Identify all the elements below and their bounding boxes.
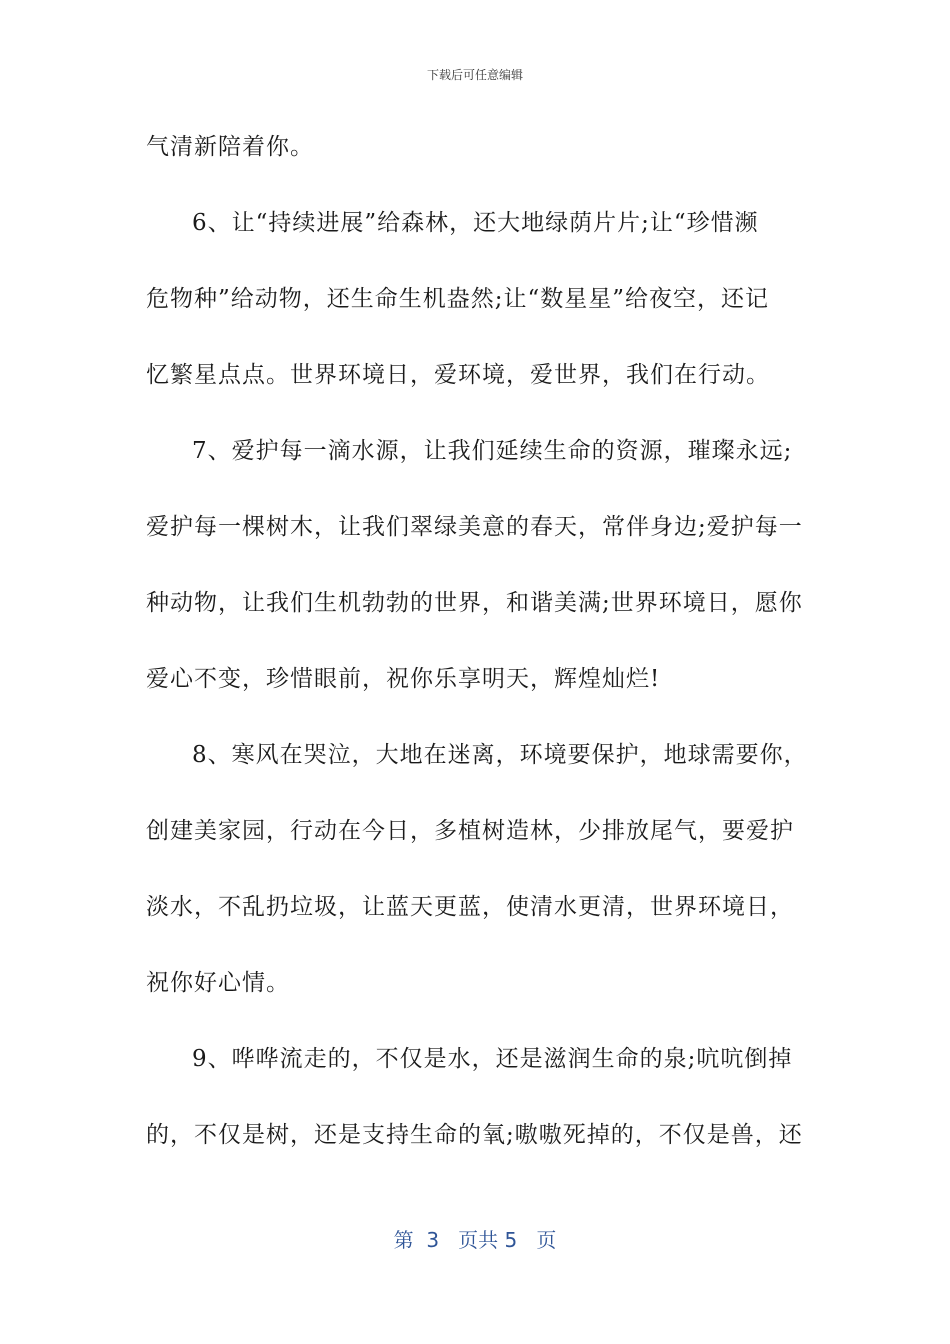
text-line: 爱护每一棵树木，让我们翠绿美意的春天，常伴身边;爱护每一 — [146, 514, 803, 540]
text-line: 种动物，让我们生机勃勃的世界，和谐美满;世界环境日，愿你 — [146, 590, 803, 616]
text-line: 祝你好心情。 — [146, 970, 290, 996]
text-line: 忆繁星点点。世界环境日，爱环境，爱世界，我们在行动。 — [146, 362, 770, 388]
text-line: 6、让“持续进展”给森林，还大地绿荫片片;让“珍惜濒 — [192, 210, 759, 236]
text-line: 9、哗哗流走的，不仅是水，还是滋润生命的泉;吭吭倒掉 — [192, 1046, 793, 1072]
text-line: 的，不仅是树，还是支持生命的氧;嗷嗷死掉的，不仅是兽，还 — [146, 1122, 803, 1148]
text-line: 8、寒风在哭泣，大地在迷离，环境要保护，地球需要你， — [192, 742, 808, 768]
text-line: 创建美家园，行动在今日，多植树造林，少排放尾气，要爱护 — [146, 818, 794, 844]
text-line: 危物种”给动物，还生命生机盎然;让“数星星”给夜空，还记 — [146, 286, 770, 312]
text-line: 淡水，不乱扔垃圾，让蓝天更蓝，使清水更清，世界环境日， — [146, 894, 794, 920]
document-body — [146, 122, 806, 1186]
text-line: 气清新陪着你。 — [146, 134, 314, 160]
page-number-footer: 第 3 页共 5 页 — [393, 1228, 557, 1252]
text-line: 7、爱护每一滴水源，让我们延续生命的资源，璀璨永远; — [192, 438, 793, 464]
page-header: 下载后可任意编辑 — [426, 68, 523, 82]
text-line: 爱心不变，珍惜眼前，祝你乐享明天，辉煌灿烂! — [146, 666, 661, 692]
